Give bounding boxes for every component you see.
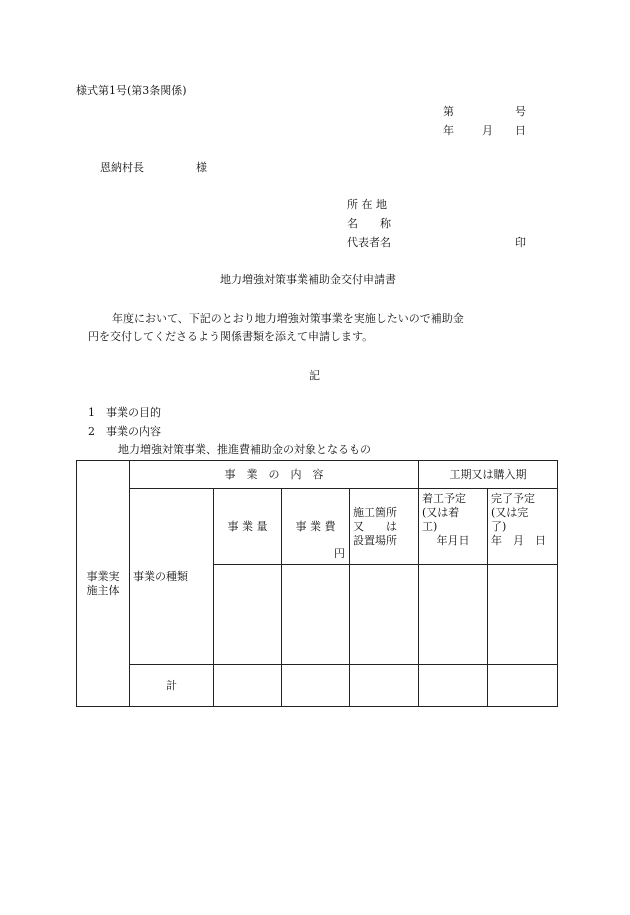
start-line-4: 年月日 xyxy=(436,534,470,547)
doc-number-go: 号 xyxy=(515,105,526,118)
body-line-1: 年度において、下記のとおり地力増強対策事業を実施したいので補助金 xyxy=(112,312,464,325)
end-cell xyxy=(488,565,558,665)
start-line-3: 工) xyxy=(422,520,438,533)
form-number: 様式第1号(第3条関係) xyxy=(76,84,187,97)
applicant-address-label: 所 在 地 xyxy=(347,198,387,211)
start-cell xyxy=(419,565,488,665)
end-line-2: (又は完 xyxy=(491,506,529,519)
addressee-name: 恩納村長 xyxy=(100,161,144,174)
addressee-sama: 様 xyxy=(196,161,207,174)
applicant-name-label: 名 称 xyxy=(347,217,391,230)
body-line-2: 円を交付してくださるよう関係書類を添えて申請します。 xyxy=(88,330,374,343)
start-line-2: (又は着 xyxy=(422,506,460,519)
cost-cell xyxy=(282,565,350,665)
total-site-cell xyxy=(350,665,419,707)
quantity-header: 事 業 量 xyxy=(214,489,282,565)
content-table xyxy=(76,460,558,707)
section-content: 2 事業の内容 xyxy=(88,425,161,438)
total-quantity-cell xyxy=(214,665,282,707)
implementer-label-line-1: 事業実 xyxy=(86,569,120,583)
applicant-rep-label: 代表者名 xyxy=(347,236,391,249)
end-line-3: 了) xyxy=(491,520,507,533)
doc-number-dai: 第 xyxy=(443,105,454,118)
cost-unit: 円 xyxy=(334,547,345,560)
type-header: 事業の種類 xyxy=(130,489,214,665)
period-header: 工期又は購入期 xyxy=(419,461,558,489)
seal-mark: 印 xyxy=(515,236,526,249)
implementer-header-cell xyxy=(77,461,130,707)
site-line-1: 施工箇所 xyxy=(353,505,397,519)
start-line-1: 着工予定 xyxy=(422,492,466,505)
total-cost-cell xyxy=(282,665,350,707)
total-start-cell xyxy=(419,665,488,707)
site-cell xyxy=(350,565,419,665)
section-purpose: 1 事業の目的 xyxy=(88,406,161,419)
total-label: 計 xyxy=(130,665,214,707)
end-line-4: 年 月 日 xyxy=(491,534,546,547)
ki-heading: 記 xyxy=(309,369,320,382)
date-month: 月 xyxy=(482,124,493,137)
site-line-2: 又 は xyxy=(353,519,397,533)
content-header: 事 業 の 内 容 xyxy=(130,461,419,489)
date-day: 日 xyxy=(515,124,526,137)
end-line-1: 完了予定 xyxy=(491,492,535,505)
document-title: 地力増強対策事業補助金交付申請書 xyxy=(220,273,396,286)
implementer-label-line-2: 施主体 xyxy=(86,583,120,597)
start-header-cell xyxy=(419,489,488,565)
site-line-3: 設置場所 xyxy=(353,533,397,547)
date-year: 年 xyxy=(443,124,454,137)
site-header-cell xyxy=(350,489,419,565)
total-end-cell xyxy=(488,665,558,707)
end-header-cell xyxy=(488,489,558,565)
cost-header: 事 業 費 xyxy=(295,519,336,533)
section-note: 地力増強対策事業、推進費補助金の対象となるもの xyxy=(118,443,371,456)
quantity-cell xyxy=(214,565,282,665)
cost-header-cell xyxy=(282,489,350,565)
